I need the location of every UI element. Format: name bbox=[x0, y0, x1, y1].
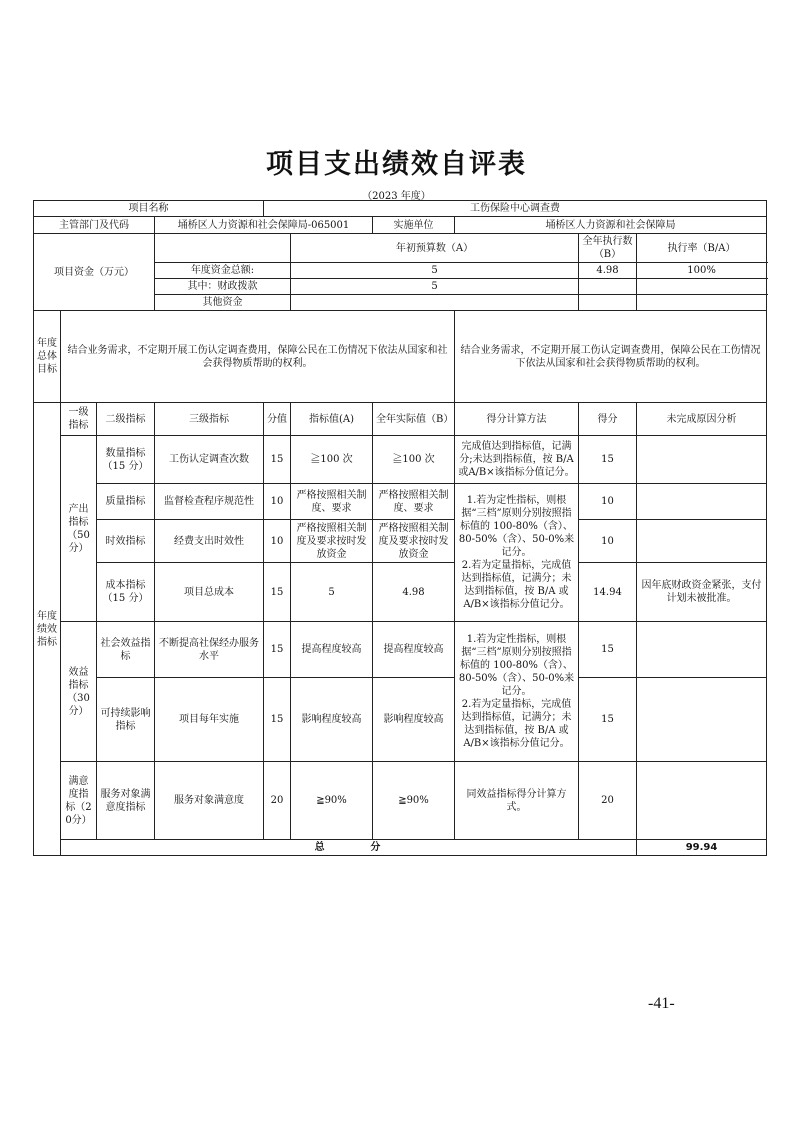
goals-label: 年度总体目标 bbox=[34, 311, 61, 403]
level3-cell: 服务对象满意度 bbox=[155, 762, 264, 840]
funds-row-a: 5 bbox=[291, 263, 579, 279]
funds-row-b bbox=[579, 279, 637, 295]
level3-cell: 项目总成本 bbox=[155, 563, 264, 622]
reason-cell bbox=[637, 762, 767, 840]
weight-cell: 10 bbox=[264, 520, 291, 563]
total-row bbox=[34, 840, 767, 856]
funds-row-rate: 100% bbox=[637, 263, 767, 279]
weight-cell: 20 bbox=[264, 762, 291, 840]
funds-row-rate bbox=[637, 295, 767, 311]
actual-cell: 4.98 bbox=[373, 563, 455, 622]
score-cell: 14.94 bbox=[579, 563, 637, 622]
score-cell: 10 bbox=[579, 520, 637, 563]
method-cell: 1.若为定性指标，则根据“三档”原则分别按照指标值的 100-80%（含）、80-50%（含）、50-0%来记分。 2.若为定量指标，完成值达到指标值，记满分；未达到指标值，按 B/A 或 A/B×该指标分值记分。 bbox=[455, 622, 579, 762]
funds-col-a: 年初预算数（A） bbox=[291, 234, 579, 263]
header-level3: 三级指标 bbox=[155, 403, 264, 436]
header-weight: 分值 bbox=[264, 403, 291, 436]
header-method: 得分计算方法 bbox=[455, 403, 579, 436]
target-cell: 影响程度较高 bbox=[291, 678, 373, 762]
level2-cell: 成本指标（15 分） bbox=[97, 563, 155, 622]
indicator-header-row bbox=[34, 403, 767, 436]
funds-row-label: 其他资金 bbox=[155, 295, 291, 311]
project-name-row bbox=[34, 201, 767, 217]
target-cell: 提高程度较高 bbox=[291, 622, 373, 678]
indicator-row bbox=[34, 484, 767, 520]
satisfaction-label: 满意度指标（20分） bbox=[61, 762, 97, 840]
actual-cell: 影响程度较高 bbox=[373, 678, 455, 762]
actual-cell: ≧100 次 bbox=[373, 436, 455, 484]
performance-table bbox=[33, 200, 767, 856]
score-cell: 20 bbox=[579, 762, 637, 840]
indicator-row bbox=[34, 436, 767, 484]
indicator-row bbox=[34, 520, 767, 563]
output-label: 产出指标（50分） bbox=[61, 436, 97, 622]
target-cell: ≧90% bbox=[291, 762, 373, 840]
funds-row-label: 其中：财政拨款 bbox=[155, 279, 291, 295]
target-cell: ≧100 次 bbox=[291, 436, 373, 484]
total-label: 总 分 bbox=[61, 840, 637, 856]
weight-cell: 10 bbox=[264, 484, 291, 520]
reason-cell bbox=[637, 678, 767, 762]
target-cell: 严格按照相关制度及要求按时发放资金 bbox=[291, 520, 373, 563]
goals-row bbox=[34, 311, 767, 403]
indicators-section-label: 年度绩效指标 bbox=[34, 403, 61, 856]
level2-cell: 时效指标 bbox=[97, 520, 155, 563]
target-cell: 5 bbox=[291, 563, 373, 622]
goals-planned: 结合业务需求，不定期开展工伤认定调查费用，保障公民在工伤情况下依法从国家和社会获得物质帮助的权利。 bbox=[61, 311, 455, 403]
level2-cell: 数量指标（15 分） bbox=[97, 436, 155, 484]
level3-cell: 监督检查程序规范性 bbox=[155, 484, 264, 520]
score-cell: 15 bbox=[579, 678, 637, 762]
indicator-row bbox=[34, 563, 767, 622]
method-cell: 完成值达到指标值，记满分;未达到指标值，按 B/A 或A/B×该指标分值记分。 bbox=[455, 436, 579, 484]
method-cell: 同效益指标得分计算方式。 bbox=[455, 762, 579, 840]
header-level1: 一级指标 bbox=[61, 403, 97, 436]
funds-row-b: 4.98 bbox=[579, 263, 637, 279]
funds-row-a: 5 bbox=[291, 279, 579, 295]
level2-cell: 服务对象满意度指标 bbox=[97, 762, 155, 840]
benefit-label: 效益指标（30分） bbox=[61, 622, 97, 762]
header-reason: 未完成原因分析 bbox=[637, 403, 767, 436]
impl-value: 埇桥区人力资源和社会保障局 bbox=[455, 217, 767, 234]
level2-cell: 可持续影响指标 bbox=[97, 678, 155, 762]
score-cell: 15 bbox=[579, 436, 637, 484]
actual-cell: 严格按照相关制度、要求 bbox=[373, 484, 455, 520]
level3-cell: 经费支出时效性 bbox=[155, 520, 264, 563]
dept-value: 埇桥区人力资源和社会保障局-065001 bbox=[155, 217, 373, 234]
year-label: （2023 年度） bbox=[362, 191, 431, 202]
level2-cell: 社会效益指标 bbox=[97, 622, 155, 678]
funds-col-b: 全年执行数（B） bbox=[579, 234, 637, 263]
funds-row-a bbox=[291, 295, 579, 311]
funds-col-rate: 执行率（B/A） bbox=[637, 234, 767, 263]
header-target: 指标值(A) bbox=[291, 403, 373, 436]
weight-cell: 15 bbox=[264, 436, 291, 484]
header-score: 得分 bbox=[579, 403, 637, 436]
actual-cell: 提高程度较高 bbox=[373, 622, 455, 678]
funds-label: 项目资金（万元） bbox=[34, 234, 155, 311]
weight-cell: 15 bbox=[264, 622, 291, 678]
score-cell: 15 bbox=[579, 622, 637, 678]
funds-row-rate bbox=[637, 279, 767, 295]
funds-row-b bbox=[579, 295, 637, 311]
score-cell: 10 bbox=[579, 484, 637, 520]
actual-cell: ≧90% bbox=[373, 762, 455, 840]
indicator-row bbox=[34, 678, 767, 762]
header-level2: 二级指标 bbox=[97, 403, 155, 436]
indicator-row bbox=[34, 762, 767, 840]
reason-cell bbox=[637, 520, 767, 563]
funds-header-row bbox=[34, 234, 767, 263]
reason-cell: 因年底财政资金紧张，支付计划未被批准。 bbox=[637, 563, 767, 622]
weight-cell: 15 bbox=[264, 563, 291, 622]
department-row bbox=[34, 217, 767, 234]
actual-cell: 严格按照相关制度及要求按时发放资金 bbox=[373, 520, 455, 563]
reason-cell bbox=[637, 436, 767, 484]
page-title: 项目支出绩效自评表 bbox=[266, 149, 527, 180]
reason-cell bbox=[637, 484, 767, 520]
level3-cell: 工伤认定调查次数 bbox=[155, 436, 264, 484]
reason-cell bbox=[637, 622, 767, 678]
method-cell: 1.若为定性指标，则根据“三档”原则分别按照指标值的 100-80%（含）、80-50%（含）、50-0%来记分。 2.若为定量指标，完成值达到指标值，记满分；未达到指标值，按 B/A 或 A/B×该指标分值记分。 bbox=[455, 484, 579, 622]
level2-cell: 质量指标 bbox=[97, 484, 155, 520]
goals-actual: 结合业务需求，不定期开展工伤认定调查费用，保障公民在工伤情况下依法从国家和社会获得物质帮助的权利。 bbox=[455, 311, 767, 403]
level3-cell: 不断提高社保经办服务水平 bbox=[155, 622, 264, 678]
project-name-value: 工伤保险中心调查费 bbox=[264, 201, 767, 217]
total-score: 99.94 bbox=[637, 840, 767, 856]
impl-label: 实施单位 bbox=[373, 217, 455, 234]
indicator-row bbox=[34, 622, 767, 678]
funds-row-label: 年度资金总额: bbox=[155, 263, 291, 279]
weight-cell: 15 bbox=[264, 678, 291, 762]
project-name-label: 项目名称 bbox=[34, 201, 264, 217]
funds-header-blank bbox=[155, 234, 291, 263]
level3-cell: 项目每年实施 bbox=[155, 678, 264, 762]
dept-label: 主管部门及代码 bbox=[34, 217, 155, 234]
page-number: -41- bbox=[648, 995, 675, 1012]
target-cell: 严格按照相关制度、要求 bbox=[291, 484, 373, 520]
header-actual: 全年实际值（B） bbox=[373, 403, 455, 436]
